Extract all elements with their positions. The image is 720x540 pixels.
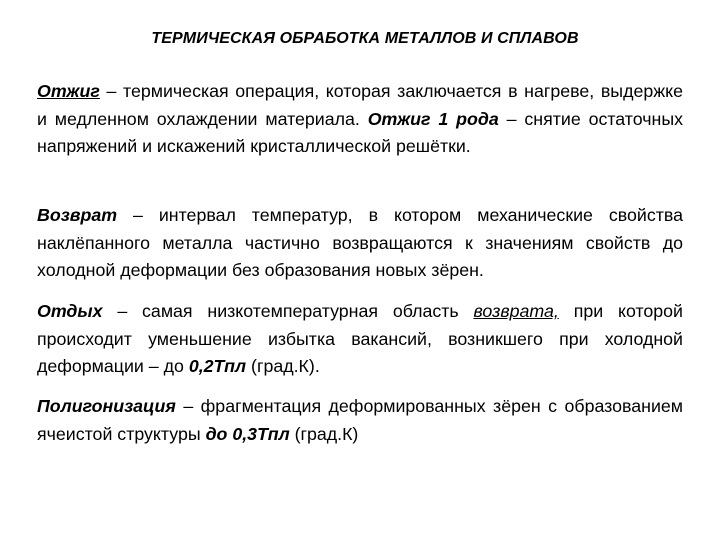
recovery-definition: – интервал температур, в котором механические свойства наклёпанного металла частично возвращаются к значениям свойств до холодной деформации без образования новых зёрен. [37,205,683,280]
page-title: ТЕРМИЧЕСКАЯ ОБРАБОТКА МЕТАЛЛОВ И СПЛАВОВ [151,30,579,47]
rest-definition-end: (град.К). [246,356,320,376]
annealing-definition: – термическая операция, которая заключается в нагреве, выдержке и медленном охлаждении материала. [37,81,683,129]
rest-definition-start: – самая низкотемпературная область [102,301,474,321]
recovery-link[interactable]: возврата, [473,301,559,321]
annealing-term: Отжиг [37,81,100,101]
polygonization-temperature: до 0,3Тпл [205,423,290,444]
recovery-paragraph [37,202,683,285]
polygonization-definition-end: (град.К) [289,423,359,444]
rest-term: Отдых [37,301,103,321]
rest-paragraph [37,298,683,381]
rest-definition-middle: при которой происходит уменьшение избытка вакансий, возникшего при холодной деформации – до [37,301,683,376]
polygonization-paragraph [37,393,683,448]
annealing-first-kind-definition: – снятие остаточных напряжений и искажений кристаллической решётки. [37,108,684,156]
rest-temperature: 0,2Тпл [188,356,247,376]
annealing-first-kind-term: Отжиг 1 рода [367,108,499,129]
polygonization-definition: – фрагментация деформированных зёрен с образованием ячеистой структуры [37,396,683,444]
polygonization-term: Полигонизация [37,396,176,416]
annealing-paragraph [37,78,683,161]
recovery-term: Возврат [37,205,118,225]
